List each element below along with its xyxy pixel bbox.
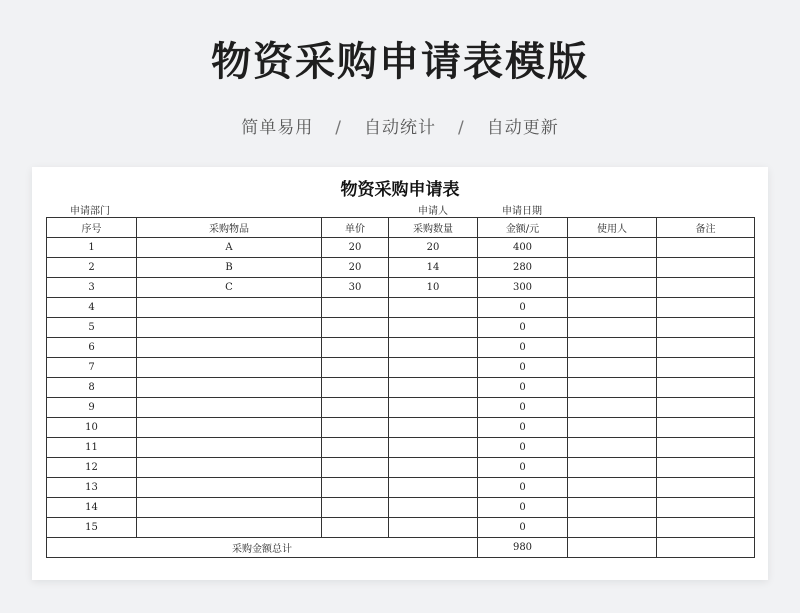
cell-qty[interactable] [389, 378, 478, 398]
cell-user[interactable] [568, 298, 657, 318]
tagline [0, 113, 800, 138]
cell-price[interactable] [322, 458, 389, 478]
header-note: 备注 [657, 218, 755, 238]
cell-item[interactable] [137, 418, 322, 438]
cell-item[interactable] [137, 338, 322, 358]
cell-user[interactable] [568, 358, 657, 378]
cell-user[interactable] [568, 398, 657, 418]
cell-amount[interactable]: 300 [478, 278, 568, 298]
cell-qty[interactable] [389, 458, 478, 478]
table-row [47, 238, 755, 258]
cell-price[interactable]: 20 [322, 238, 389, 258]
cell-price[interactable] [322, 298, 389, 318]
table-row [47, 378, 755, 398]
cell-amount[interactable]: 0 [478, 318, 568, 338]
header-qty: 采购数量 [389, 218, 478, 238]
cell-item[interactable] [137, 458, 322, 478]
cell-price[interactable] [322, 418, 389, 438]
cell-amount[interactable]: 0 [478, 378, 568, 398]
cell-note[interactable] [657, 478, 755, 498]
total-amount[interactable]: 980 [478, 538, 568, 558]
cell-amount[interactable]: 0 [478, 418, 568, 438]
table-row [47, 338, 755, 358]
dept-label: 申请部门 [70, 206, 110, 217]
cell-user[interactable] [568, 478, 657, 498]
cell-amount[interactable]: 0 [478, 298, 568, 318]
cell-no: 6 [47, 338, 137, 358]
cell-user[interactable] [568, 498, 657, 518]
tag-auto-stats: 自动统计 [364, 118, 436, 138]
page-title: 物资采购申请表模版 [211, 39, 589, 85]
cell-price[interactable]: 30 [322, 278, 389, 298]
table-row [47, 518, 755, 538]
table-row [47, 358, 755, 378]
cell-note[interactable] [657, 498, 755, 518]
cell-amount[interactable]: 280 [478, 258, 568, 278]
cell-amount[interactable]: 0 [478, 398, 568, 418]
cell-item[interactable]: C [137, 278, 322, 298]
table-row [47, 318, 755, 338]
cell-user[interactable] [568, 278, 657, 298]
date-label: 申请日期 [502, 206, 542, 217]
cell-item[interactable] [137, 398, 322, 418]
cell-no: 8 [47, 378, 137, 398]
purchase-table [46, 217, 755, 558]
cell-no: 4 [47, 298, 137, 318]
form-sheet [32, 167, 768, 580]
header-price: 单价 [322, 218, 389, 238]
cell-qty[interactable] [389, 438, 478, 458]
cell-no: 12 [47, 458, 137, 478]
cell-price[interactable] [322, 358, 389, 378]
tag-easy-to-use: 简单易用 [241, 118, 314, 138]
cell-note[interactable] [657, 318, 755, 338]
cell-qty[interactable]: 14 [389, 258, 478, 278]
cell-item[interactable] [137, 478, 322, 498]
cell-qty[interactable] [389, 318, 478, 338]
cell-amount[interactable]: 0 [478, 438, 568, 458]
table-row [47, 458, 755, 478]
cell-qty[interactable]: 20 [389, 238, 478, 258]
cell-price[interactable]: 20 [322, 258, 389, 278]
cell-qty[interactable] [389, 398, 478, 418]
total-user-cell[interactable] [568, 538, 657, 558]
cell-amount[interactable]: 0 [478, 498, 568, 518]
header-user: 使用人 [568, 218, 657, 238]
cell-no: 2 [47, 258, 137, 278]
table-row [47, 498, 755, 518]
cell-item[interactable] [137, 498, 322, 518]
table-row [47, 258, 755, 278]
cell-item[interactable] [137, 298, 322, 318]
cell-note[interactable] [657, 258, 755, 278]
cell-user[interactable] [568, 458, 657, 478]
cell-item[interactable]: A [137, 238, 322, 258]
cell-user[interactable] [568, 518, 657, 538]
header-item: 采购物品 [137, 218, 322, 238]
cell-user[interactable] [568, 258, 657, 278]
cell-item[interactable] [137, 378, 322, 398]
total-label: 采购金额总计 [47, 538, 478, 558]
cell-user[interactable] [568, 418, 657, 438]
cell-note[interactable] [657, 438, 755, 458]
table-header-row [47, 218, 755, 238]
tag-separator: / [458, 118, 465, 138]
cell-qty[interactable]: 10 [389, 278, 478, 298]
cell-no: 13 [47, 478, 137, 498]
cell-price[interactable] [322, 498, 389, 518]
cell-note[interactable] [657, 418, 755, 438]
cell-no: 14 [47, 498, 137, 518]
total-note-cell[interactable] [657, 538, 755, 558]
cell-user[interactable] [568, 438, 657, 458]
cell-note[interactable] [657, 358, 755, 378]
cell-price[interactable] [322, 438, 389, 458]
cell-user[interactable] [568, 338, 657, 358]
table-row [47, 278, 755, 298]
cell-amount[interactable]: 0 [478, 458, 568, 478]
cell-no: 7 [47, 358, 137, 378]
table-row [47, 478, 755, 498]
cell-amount[interactable]: 400 [478, 238, 568, 258]
cell-qty[interactable] [389, 358, 478, 378]
cell-qty[interactable] [389, 418, 478, 438]
cell-amount[interactable]: 0 [478, 478, 568, 498]
cell-item[interactable] [137, 318, 322, 338]
cell-note[interactable] [657, 458, 755, 478]
applicant-label: 申请人 [418, 206, 448, 217]
cell-qty[interactable] [389, 338, 478, 358]
cell-note[interactable] [657, 278, 755, 298]
cell-no: 10 [47, 418, 137, 438]
cell-price[interactable] [322, 518, 389, 538]
cell-item[interactable] [137, 358, 322, 378]
cell-no: 9 [47, 398, 137, 418]
cell-price[interactable] [322, 398, 389, 418]
cell-note[interactable] [657, 338, 755, 358]
cell-price[interactable] [322, 318, 389, 338]
table-row [47, 438, 755, 458]
cell-item[interactable] [137, 518, 322, 538]
cell-no: 1 [47, 238, 137, 258]
cell-user[interactable] [568, 318, 657, 338]
cell-price[interactable] [322, 338, 389, 358]
cell-price[interactable] [322, 478, 389, 498]
cell-user[interactable] [568, 238, 657, 258]
cell-no: 15 [47, 518, 137, 538]
cell-no: 5 [47, 318, 137, 338]
cell-qty[interactable] [389, 298, 478, 318]
cell-amount[interactable]: 0 [478, 338, 568, 358]
cell-amount[interactable]: 0 [478, 358, 568, 378]
cell-user[interactable] [568, 378, 657, 398]
header-no: 序号 [47, 218, 137, 238]
table-row [47, 418, 755, 438]
tag-auto-update: 自动更新 [486, 118, 559, 138]
cell-price[interactable] [322, 378, 389, 398]
cell-note[interactable] [657, 398, 755, 418]
tag-separator: / [335, 118, 342, 138]
cell-qty[interactable] [389, 478, 478, 498]
cell-note[interactable] [657, 238, 755, 258]
table-row [47, 398, 755, 418]
cell-note[interactable] [657, 298, 755, 318]
header-amount: 金额/元 [478, 218, 568, 238]
cell-no: 3 [47, 278, 137, 298]
table-row [47, 298, 755, 318]
cell-amount[interactable]: 0 [478, 518, 568, 538]
cell-item[interactable] [137, 438, 322, 458]
cell-note[interactable] [657, 518, 755, 538]
cell-note[interactable] [657, 378, 755, 398]
cell-qty[interactable] [389, 498, 478, 518]
cell-no: 11 [47, 438, 137, 458]
cell-qty[interactable] [389, 518, 478, 538]
total-row [47, 538, 755, 558]
form-title: 物资采购申请表 [340, 180, 460, 200]
cell-item[interactable]: B [137, 258, 322, 278]
